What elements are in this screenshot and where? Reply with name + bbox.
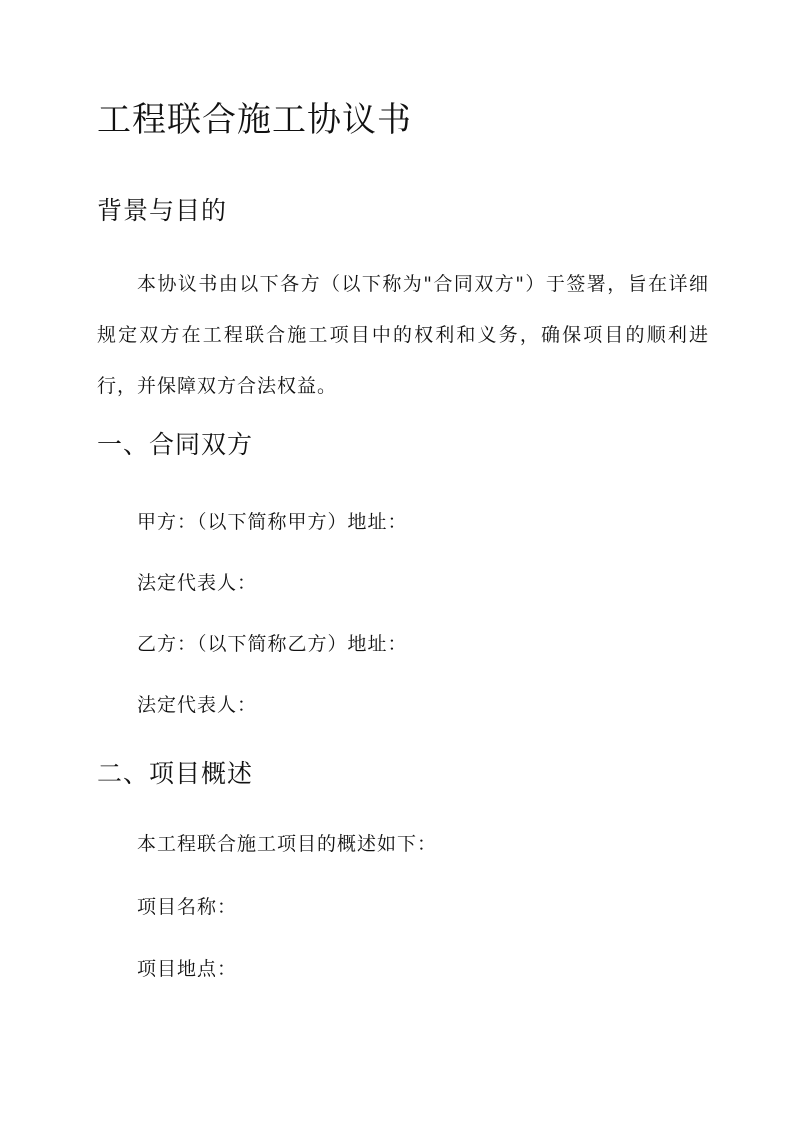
document-title: 工程联合施工协议书 [97, 100, 412, 140]
section-heading-parties: 一、合同双方 [97, 430, 254, 459]
background-paragraph: 本协议书由以下各方（以下称为"合同双方"）于签署，旨在详细规定双方在工程联合施工项目中的权利和义务，确保项目的顺利进行，并保障双方合法权益。 [97, 273, 709, 397]
party-b-representative-line: 法定代表人： [137, 694, 258, 716]
project-location-line: 项目地点： [137, 958, 238, 980]
overview-intro-line: 本工程联合施工项目的概述如下： [137, 833, 438, 855]
section-heading-overview: 二、项目概述 [97, 759, 254, 788]
section-heading-background: 背景与目的 [97, 196, 228, 225]
party-a-line: 甲方：（以下简称甲方）地址： [137, 511, 408, 533]
project-name-line: 项目名称： [137, 896, 238, 918]
party-b-line: 乙方：（以下简称乙方）地址： [137, 633, 408, 655]
party-a-representative-line: 法定代表人： [137, 572, 258, 594]
